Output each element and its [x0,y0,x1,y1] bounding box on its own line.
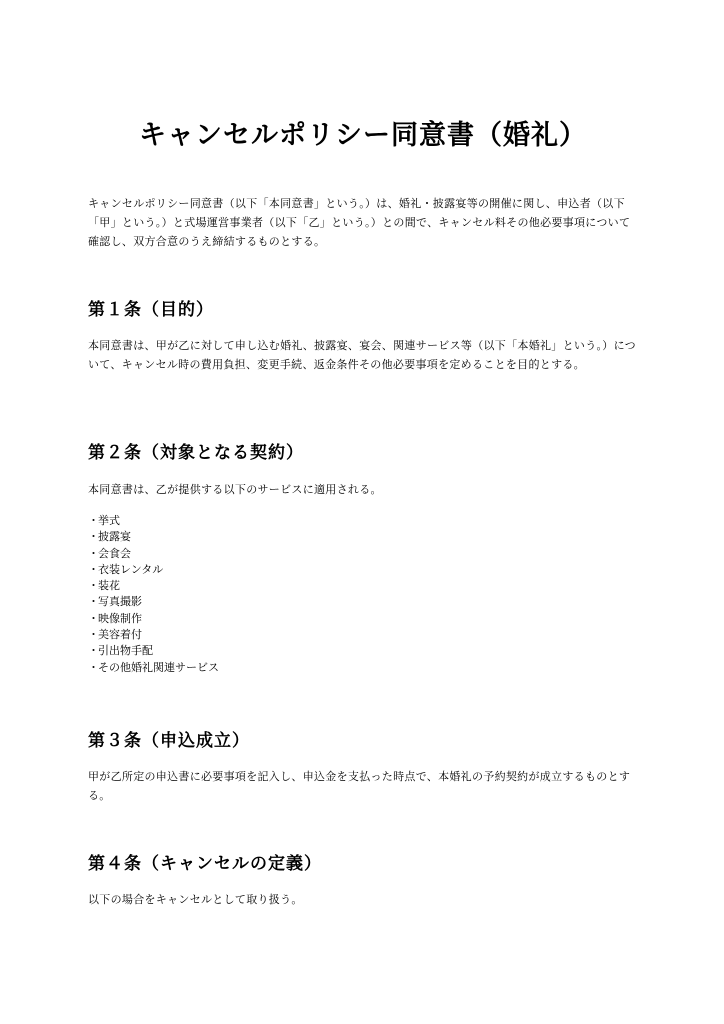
list-item [88,611,219,627]
list-item-label: 引出物手配 [98,644,153,658]
list-item [88,562,219,578]
list-item-label: 披露宴 [98,530,131,544]
list-item [88,627,219,643]
list-item [88,594,219,610]
bullet-icon: ・ [88,562,99,576]
article-3-body: 甲が乙所定の申込書に必要事項を記入し、申込金を支払った時点で、本婚礼の予約契約が成立するものとする。 [88,770,631,802]
bullet-icon: ・ [88,628,99,642]
article-2-body: 本同意書は、乙が提供する以下のサービスに適用される。 [88,483,382,496]
bullet-icon: ・ [88,514,99,527]
list-item-label: 美容着付 [98,628,142,642]
list-item [88,643,219,659]
document-title: キャンセルポリシー同意書（婚礼） [139,120,587,151]
list-item-label: 映像制作 [98,611,142,625]
article-2-heading: 第２条（対象となる契約） [88,443,304,463]
bullet-icon: ・ [88,579,99,593]
article-1-body: 本同意書は、甲が乙に対して申し込む婚礼、披露宴、宴会、関連サービス等（以下「本婚礼」という。）について、キャンセル時の費用負担、変更手続、返金条件その他必要事項を定めることを目的とする。 [88,339,636,371]
article-1-heading: 第１条（目的） [88,300,214,320]
list-item-label: その他婚礼関連サービス [98,660,219,674]
list-item-label: 装花 [98,579,120,593]
list-item [88,529,219,545]
list-item-label: 会食会 [98,546,131,560]
list-item-label: 挙式 [98,514,120,527]
bullet-icon: ・ [88,611,99,625]
bullet-icon: ・ [88,546,99,560]
article-3-heading: 第３条（申込成立） [88,731,250,751]
intro-paragraph: キャンセルポリシー同意書（以下「本同意書」という。）は、婚礼・披露宴等の開催に関し、申込者（以下「甲」という。）と式場運営事業者（以下「乙」という。）との間で、キャンセル料その他必要事項について確認し、双方合意のうえ締結するものとする。 [88,197,631,248]
bullet-icon: ・ [88,530,99,544]
list-item [88,660,219,676]
list-item [88,578,219,594]
list-item [88,546,219,562]
article-4-heading: 第４条（キャンセルの定義） [88,854,322,874]
bullet-icon: ・ [88,660,99,674]
list-item [88,513,219,529]
article-4-body: 以下の場合をキャンセルとして取り扱う。 [88,893,303,906]
list-item-label: 衣装レンタル [98,562,164,576]
list-item-label: 写真撮影 [98,595,142,609]
bullet-icon: ・ [88,595,99,609]
service-list [88,513,219,676]
bullet-icon: ・ [88,644,99,658]
